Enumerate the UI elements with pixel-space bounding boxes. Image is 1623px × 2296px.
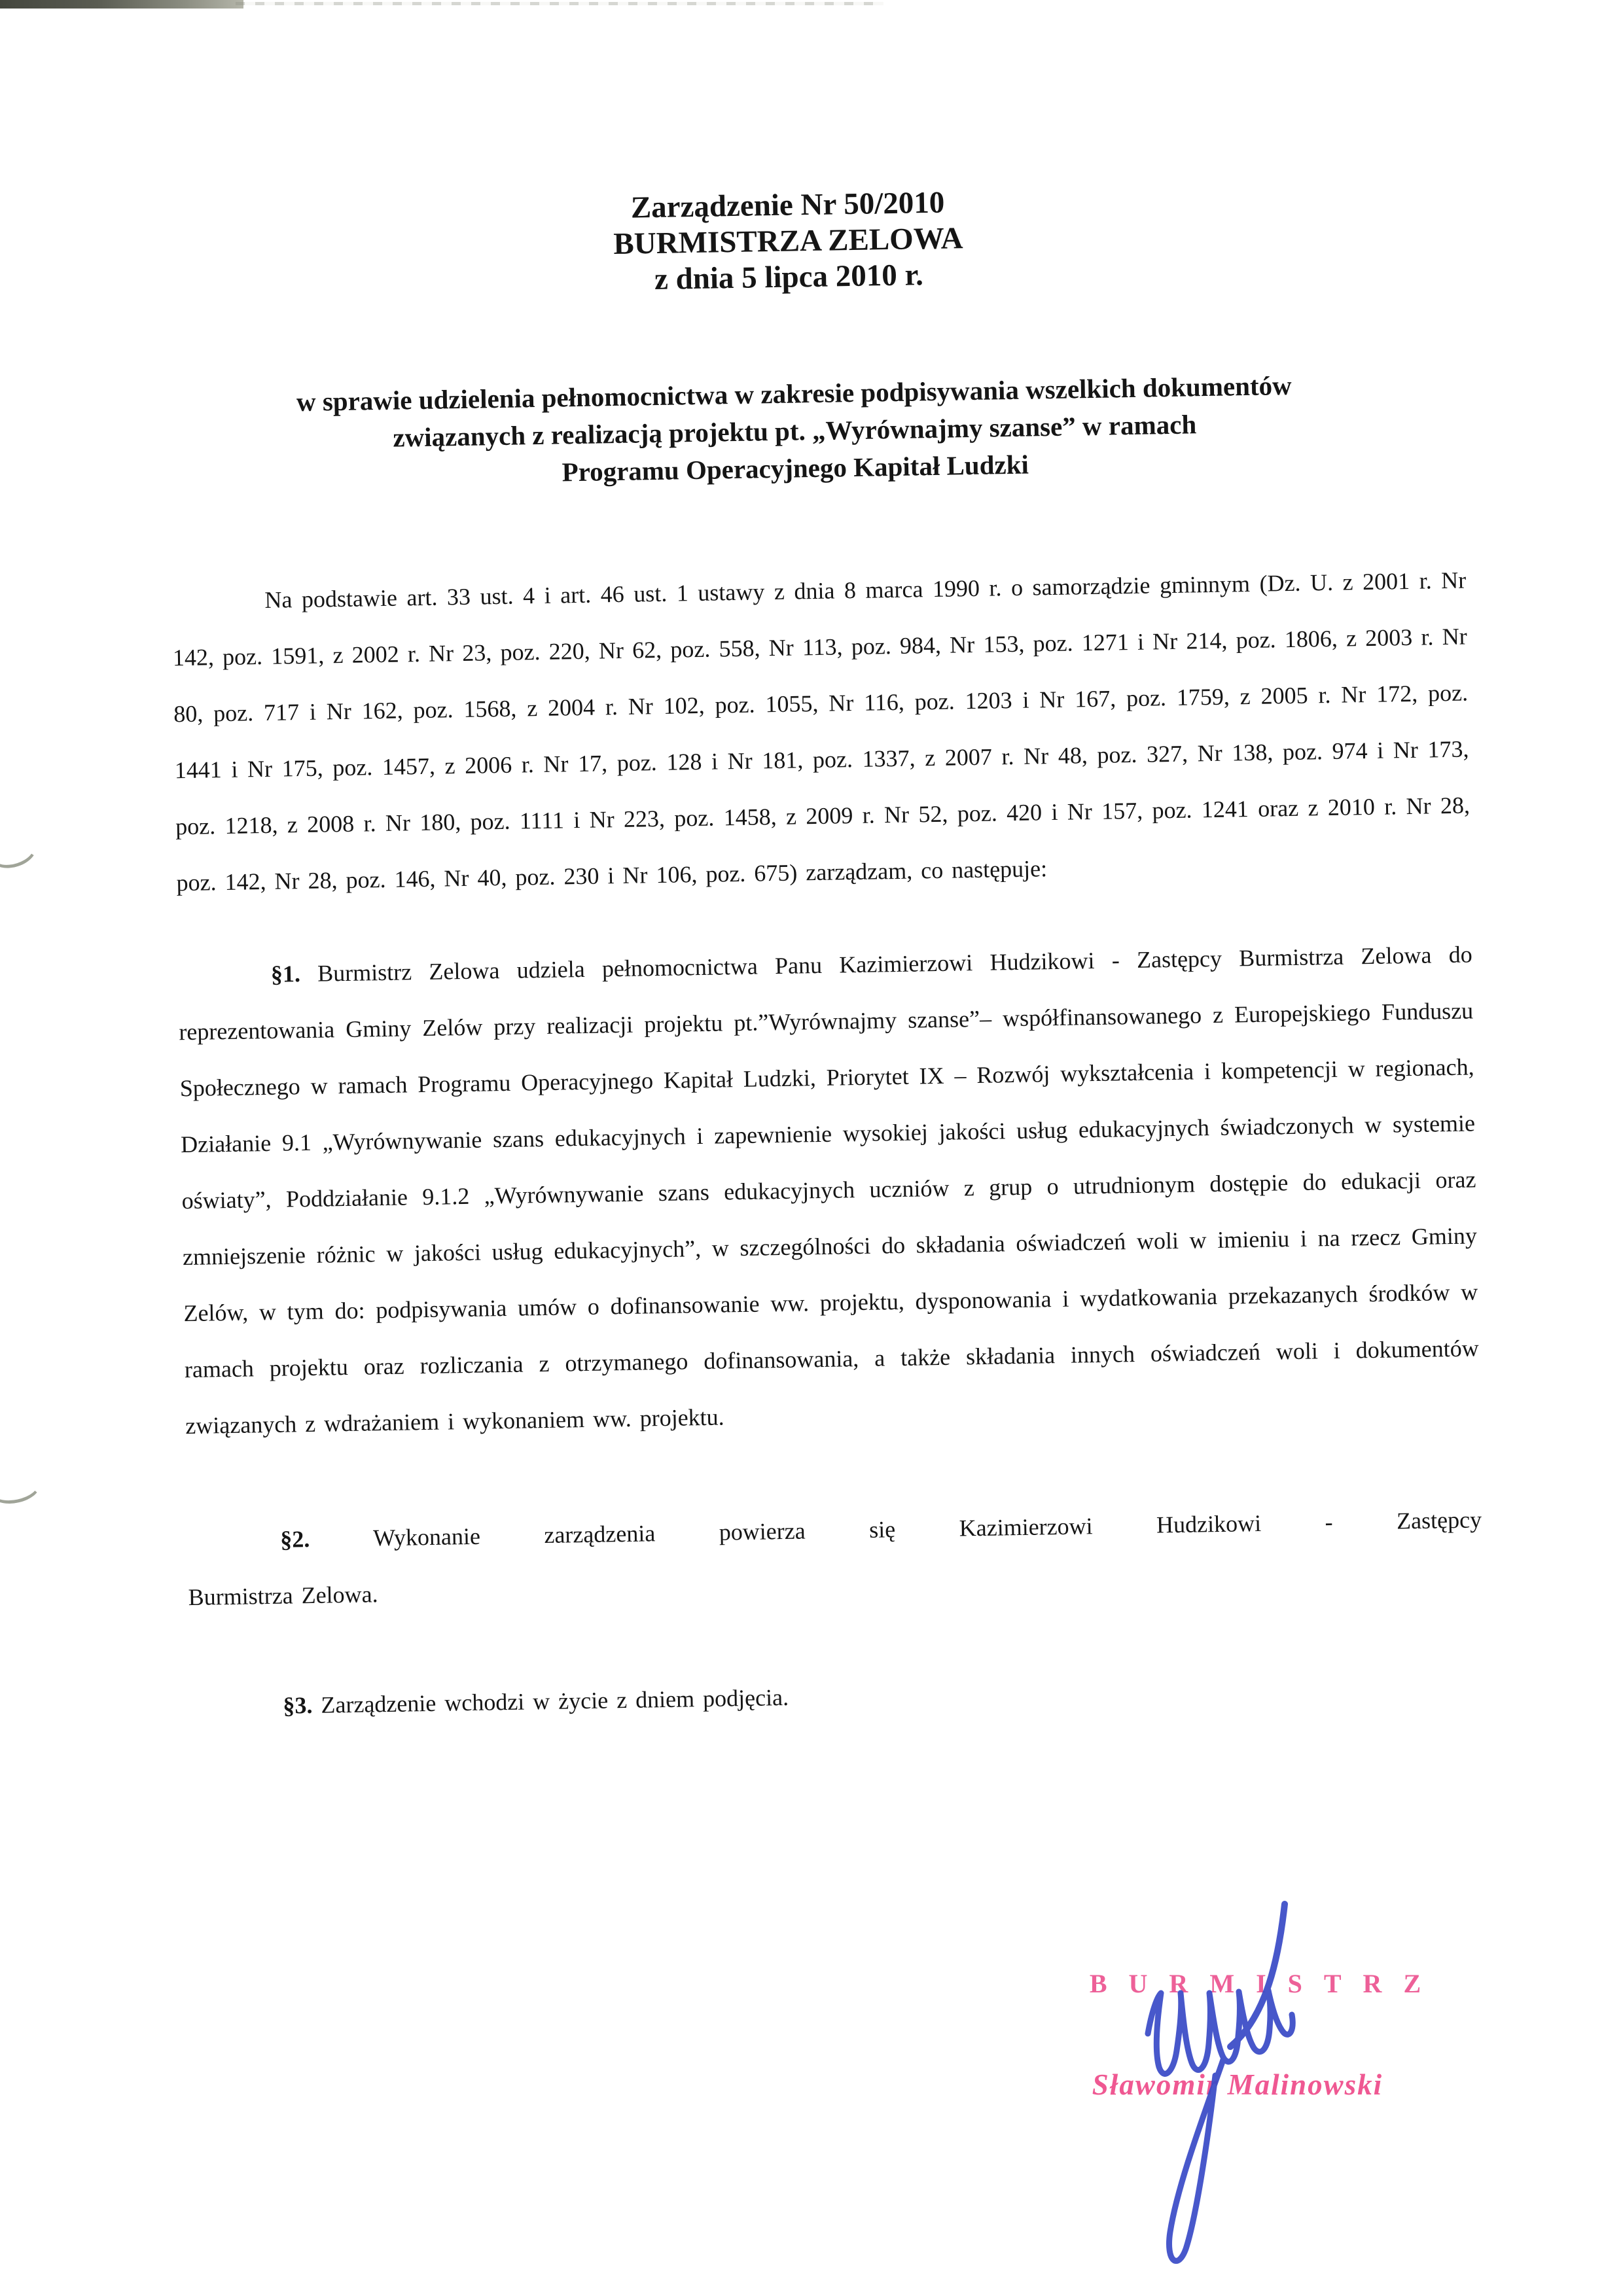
subject-line: Programu Operacyjnego Kapitał Ludzki xyxy=(562,449,1029,487)
document-title xyxy=(0,173,1623,308)
section-1-paragraph xyxy=(177,926,1480,1454)
section-3-paragraph xyxy=(190,1657,1485,1735)
scan-edge-artifact xyxy=(0,0,243,9)
section-1-marker: §1. xyxy=(270,961,301,987)
section-2-text-line2: Burmistrza Zelowa. xyxy=(188,1581,378,1611)
title-line-issuer: BURMISTRZA ZELOWA xyxy=(613,221,963,262)
handwritten-signature xyxy=(1137,1895,1302,2278)
document-subject xyxy=(107,364,1483,499)
section-2-paragraph xyxy=(187,1491,1484,1625)
legal-basis-text: Na podstawie art. 33 ust. 4 i art. 46 ust. 1 ustawy z dnia 8 marca 1990 r. o samorządzie gminnym (Dz. U. z 2001 r. Nr 142, poz. 1591, z 2002 r. Nr 23, poz. 220, Nr 62, poz. 558, Nr 113, poz. 984, Nr 153, poz. 1271 i Nr 214, poz. 1806, z 2003 r. Nr 80, poz. 717 i Nr 162, poz. 1568, z 2004 r. Nr 102, poz. 1055, Nr 116, poz. 1203 i Nr 167, poz. 1759, z 2005 r. Nr 172, poz. 1441 i Nr 175, poz. 1457, z 2006 r. Nr 17, poz. 128 i Nr 181, poz. 1337, z 2007 r. Nr 48, poz. 327, Nr 138, poz. 974 i Nr 173, poz. 1218, z 2008 r. Nr 180, poz. 1111 i Nr 223, poz. 1458, z 2009 r. Nr 52, poz. 420 i Nr 157, poz. 1241 oraz z 2010 r. Nr 28, poz. 142, Nr 28, poz. 146, Nr 40, poz. 230 i Nr 106, poz. 675) zarządzam, co następuje: xyxy=(172,567,1471,896)
section-2-text-line1: Wykonanie zarządzenia powierza się Kazimierzowi Hudzikowi - Zastępcy xyxy=(372,1506,1482,1551)
document-body xyxy=(171,552,1485,1736)
signature-descender-loop xyxy=(1169,2060,1223,2261)
title-line-date: z dnia 5 lipca 2010 r. xyxy=(654,258,924,296)
mayor-stamp-name: Sławomir Malinowski xyxy=(1092,2068,1383,2101)
title-line-number: Zarządzenie Nr 50/2010 xyxy=(630,185,945,225)
section-2-marker: §2. xyxy=(279,1526,310,1553)
section-3-marker: §3. xyxy=(283,1691,313,1719)
section-3-text: Zarządzenie wchodzi w życie z dniem podjęcia. xyxy=(321,1684,789,1718)
subject-line: w sprawie udzielenia pełnomocnictwa w zakresie podpisywania wszelkich dokumentów xyxy=(296,370,1293,417)
mayor-stamp-title: BURMISTRZ xyxy=(1089,1969,1443,1998)
legal-basis-paragraph xyxy=(171,552,1471,911)
section-1-text: Burmistrz Zelowa udziela pełnomocnictwa Panu Kazimierzowi Hudzikowi - Zastępcy Burmistrza Zelowa do reprezentowania Gminy Zelów przy realizacji projektu pt.”Wyrównajmy szanse”– współfinansowanego z Europejskiego Funduszu Społecznego w ramach Programu Operacyjnego Kapitał Ludzki, Priorytet IX – Rozwój wykształcenia i kompetencji w regionach, Działanie 9.1 „Wyrównywanie szans edukacyjnych i zapewnienie wysokiej jakości usług edukacyjnych świadczonych w systemie oświaty”, Poddziałanie 9.1.2 „Wyrównywanie szans edukacyjnych uczniów z grup o utrudnionym dostępie do edukacji oraz zmniejszenie różnic w jakości usług edukacyjnych”, w szczególności do składania oświadczeń woli w imieniu i na rzecz Gminy Zelów, w tym do: podpisywania umów o dofinansowanie ww. projektu, dysponowania i wydatkowania przekazanych środków w ramach projektu oraz rozliczania z otrzymanego dofinansowania, a także składania innych oświadczeń woli i dokumentów związanych z wdrażaniem i wykonaniem ww. projektu. xyxy=(179,941,1479,1439)
subject-line: związanych z realizacją projektu pt. „Wyrównajmy szanse” w ramach xyxy=(393,409,1197,453)
